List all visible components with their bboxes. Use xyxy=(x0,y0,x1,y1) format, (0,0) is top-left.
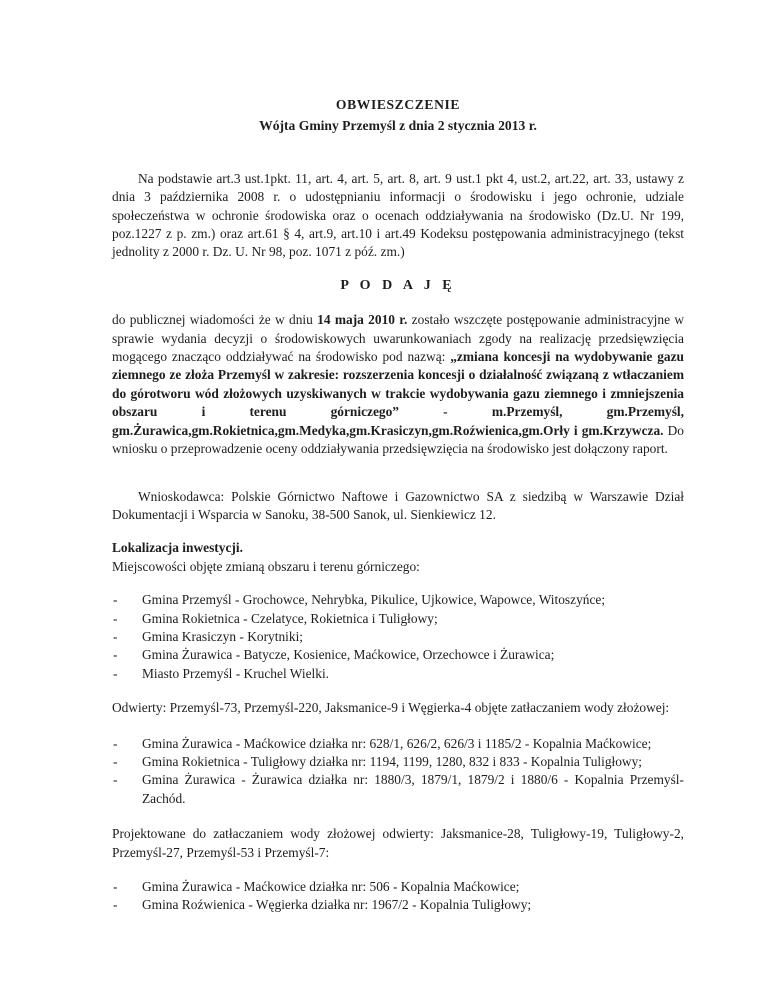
list-item: - Gmina Żurawica - Maćkowice działka nr: 628/1, 626/2, 626/3 i 1185/2 - Kopalnia Maćkowice; xyxy=(112,735,684,753)
projected-intro: Projektowane do zatłaczaniem wody złożowej odwierty: Jaksmanice-28, Tuligłowy-19, Tuligłowy-2, Przemyśl-27, Przemyśl-53 i Przemyśl-7: xyxy=(112,826,684,860)
notice-text-3: Do wniosku o przeprowadzenie oceny oddziaływania przedsięwzięcia na środowisko jest dołączony raport. xyxy=(112,422,684,457)
projected-list xyxy=(112,878,684,915)
podaje-heading: P O D A J Ę xyxy=(340,277,456,293)
list-item: - Gmina Żurawica - Maćkowice działka nr: 506 - Kopalnia Maćkowice; xyxy=(112,878,684,896)
location-list xyxy=(112,591,684,683)
document-content xyxy=(112,96,684,915)
list-item: - Gmina Krasiczyn - Korytniki; xyxy=(112,628,684,646)
list-item: - Gmina Żurawica - Batycze, Kosienice, Maćkowice, Orzechowce i Żurawica; xyxy=(112,646,684,664)
applicant-paragraph: Wnioskodawca: Polskie Górnictwo Naftowe i Gazownictwo SA z siedzibą w Warszawie Dział Dokumentacji i Wsparcia w Sanoku, 38-500 Sanok, ul. Sienkiewicz 12. xyxy=(112,488,684,522)
document-subtitle: Wójta Gminy Przemyśl z dnia 2 stycznia 2013 r. xyxy=(259,118,537,134)
location-heading: Lokalizacja inwestycji. xyxy=(112,540,243,556)
notice-paragraph xyxy=(112,311,684,458)
list-item: - Gmina Żurawica - Żurawica działka nr: 1880/3, 1879/1, 1879/2 i 1880/6 - Kopalnia Przemyśl-Zachód. xyxy=(112,771,684,808)
project-name: „zmiana koncesji na wydobywanie gazu ziemnego ze złoża Przemyśl w zakresie: rozszerzenia koncesji o działalność związaną z wtłaczaniem do górotworu wód złożowych uzyskiwanych w trakcie wydobywania gazu ziemnego i zmniejszenia obszaru i terenu górniczego” - m.Przemyśl, gm.Przemyśl, gm.Żurawica,gm.Rokietnica,gm.Medyka,gm.Krasiczyn,gm.Roźwienica,gm.Orły i gm.Krzywcza. xyxy=(112,349,684,438)
notice-text-2: zostało wszczęte postępowanie administracyjne w sprawie wydania decyzji o środowiskowych uwarunkowaniach zgody na realizację przedsięwzięcia mogącego znacząco oddziaływać na środowisko pod nazwą: xyxy=(112,312,685,365)
document-title: OBWIESZCZENIE xyxy=(335,97,461,112)
location-intro: Miejscowości objęte zmianą obszaru i terenu górniczego: xyxy=(112,558,420,574)
wells-intro: Odwierty: Przemyśl-73, Przemyśl-220, Jaksmanice-9 i Węgierka-4 objęte zatłaczaniem wody złożowej: xyxy=(112,700,670,716)
list-item: - Gmina Roźwienica - Węgierka działka nr: 1967/2 - Kopalnia Tuligłowy; xyxy=(112,896,684,914)
list-item: - Gmina Przemyśl - Grochowce, Nehrybka, Pikulice, Ujkowice, Wapowce, Witoszyńce; xyxy=(112,591,684,609)
list-item: - Gmina Rokietnica - Tuligłowy działka nr: 1194, 1199, 1280, 832 i 833 - Kopalnia Tuligłowy; xyxy=(112,753,684,771)
legal-basis-paragraph: Na podstawie art.3 ust.1pkt. 11, art. 4, art. 5, art. 8, art. 9 ust.1 pkt 4, ust.2, art.22, art. 33, ustawy z dnia 3 października 2008 r. o udostępnianiu informacji o środowisku i jego ochronie, udziale społeczeństwa w ochronie środowiska oraz o ocenach oddziaływania na środowisko (Dz.U. Nr 199, poz.1227 z p. zm.) oraz art.61 § 4, art.9, art.10 i art.49 Kodeksu postępowania administracyjnego (tekst jednolity z 2000 r. Dz. U. Nr 98, poz. 1071 z póź. zm.) xyxy=(112,170,684,260)
wells-list xyxy=(112,735,684,809)
notice-text-1: do publicznej wiadomości że w dniu xyxy=(112,312,318,328)
notice-date: 14 maja 2010 r. xyxy=(317,312,408,328)
list-item: - Miasto Przemyśl - Kruchel Wielki. xyxy=(112,665,684,683)
list-item: - Gmina Rokietnica - Czelatyce, Rokietnica i Tuligłowy; xyxy=(112,610,684,628)
